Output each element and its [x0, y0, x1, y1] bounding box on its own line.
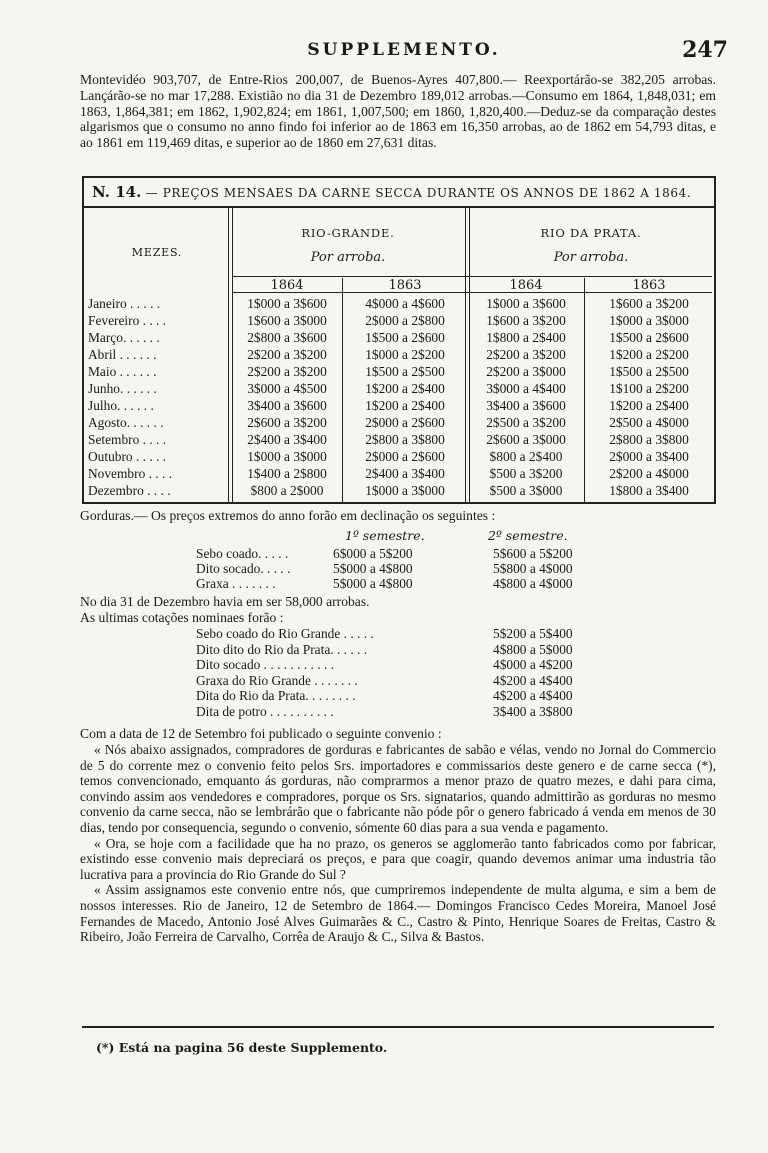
semester-2-price: 5$800 a 4$000	[493, 561, 573, 576]
month-label: Novembro . . . .	[88, 466, 173, 481]
year-header: 1864	[509, 278, 543, 293]
price-cell: 2$200 a 3$000	[486, 364, 566, 379]
price-cell: 2$400 a 3$400	[247, 432, 327, 447]
price-cell: 2$800 a 3$800	[365, 432, 445, 447]
month-label: Maio . . . . . .	[88, 364, 157, 379]
price-cell: 1$000 a 3$000	[609, 313, 689, 328]
price-cell: 2$800 a 3$800	[609, 432, 689, 447]
group-rio-grande-unit: Por arroba.	[310, 250, 386, 265]
price-cell: $800 a 2$000	[250, 483, 324, 498]
price-cell: 2$600 a 3$200	[247, 415, 327, 430]
price-cell: 2$200 a 4$000	[609, 466, 689, 481]
month-label: Janeiro . . . . .	[88, 296, 161, 311]
price-cell: 1$600 a 3$000	[247, 313, 327, 328]
semester-1-price: 5$000 a 4$800	[333, 576, 413, 591]
quote-price: 4$000 a 4$200	[493, 657, 573, 673]
price-cell: 2$000 a 2$800	[365, 313, 445, 328]
price-cell: 1$000 a 2$200	[365, 347, 445, 362]
semester-2-header: 2º semestre.	[488, 528, 568, 543]
year-header: 1863	[388, 278, 422, 293]
price-cell: 1$800 a 3$400	[609, 483, 689, 498]
price-cell: 4$000 a 4$600	[365, 296, 445, 311]
price-cell: 1$200 a 2$400	[609, 398, 689, 413]
table-title	[84, 178, 714, 208]
quote-price: 4$800 a 5$000	[493, 641, 573, 657]
convenio-intro: Com a data de 12 de Setembro foi publicado o seguinte convenio :	[80, 726, 442, 741]
price-cell: 1$000 a 3$000	[365, 483, 445, 498]
semester-1-header: 1º semestre.	[345, 528, 425, 543]
price-cell: 1$200 a 2$400	[365, 398, 445, 413]
quotes-heading: As ultimas cotações nominaes forão :	[80, 610, 284, 625]
quote-price: 3$400 a 3$800	[493, 704, 573, 719]
price-cell: 3$000 a 4$400	[486, 381, 566, 396]
table-number: N. 14.	[92, 183, 142, 201]
convenio-text	[80, 742, 716, 945]
price-cell: $500 a 3$200	[489, 466, 563, 481]
price-cell: 1$400 a 2$800	[247, 466, 327, 481]
year-header: 1863	[632, 278, 666, 293]
month-label: Dezembro . . . .	[88, 483, 171, 498]
price-cell: 1$100 a 2$200	[609, 381, 689, 396]
prices-table	[82, 176, 716, 504]
price-cell: 1$800 a 2$400	[486, 330, 566, 345]
convenio-paragraph: « Ora, se hoje com a facilidade que ha no prazo, os generos se agglomerão tanto fabricados como por fabricar, existindo esse convenio mais depreciará os preços, e para que coagir, quando devemos animar uma industria tão lucrativa para a provincia do Rio Grande do Sul ?	[80, 835, 716, 882]
convenio-paragraph: « Nós abaixo assignados, compradores de gorduras e fabricantes de sabão e vélas, vendo no Jornal do Commercio de 5 do corrente mez o convenio feito pelos Srs. importadores e commissarios deste genero e de carne secca (*), temos convencionado, emquanto ás gorduras, não comprarmos a menor prazo de quatro mezes, e dahi para cima, convindo assim aos vendedores e compradores, porque os Srs. signatarios, quando admittirão as gorduras no mesmo convenio da carne secca, não se lembrárão que o fabricante não póde pôr o genero fabricado á venda em menos de 30 dias, tendo por consequencia, segundo o convenio, sómente 60 dias para a sua venda e pagamento.	[80, 742, 716, 835]
price-cell: 2$000 a 3$400	[609, 449, 689, 464]
footnote: (*) Está na pagina 56 deste Supplemento.	[96, 1040, 388, 1055]
price-cell: $800 a 2$400	[489, 449, 563, 464]
month-label: Abril . . . . . .	[88, 347, 157, 362]
gordura-label: Graxa . . . . . . .	[196, 576, 276, 591]
price-cell: 1$500 a 2$600	[365, 330, 445, 345]
footnote-rule	[82, 1026, 714, 1028]
convenio-paragraph: « Assim assignamos este convenio entre nós, que cumpriremos independente de multa alguma, e sim a bem de nossos interesses. Rio de Janeiro, 12 de Setembro de 1864.— Domingos Francisco Cedes Moreira, Manoel José Fernandes de Macedo, Antonio José Alves Guimarães & C., Castro & Pinto, Henrique Soares de Freitas, Castro & Ribeiro, João Ferreira de Carvalho, Corrêa de Araujo & C., Silva & Bastos.	[80, 882, 716, 945]
quote-label: Dito socado . . . . . . . . . . .	[196, 657, 334, 673]
page-number: 247	[682, 37, 728, 63]
price-cell: 2$600 a 3$000	[486, 432, 566, 447]
year-header: 1864	[270, 278, 304, 293]
gordura-label: Dito socado. . . . .	[196, 561, 291, 576]
price-cell: 2$200 a 3$200	[486, 347, 566, 362]
price-cell: $500 a 3$000	[489, 483, 563, 498]
price-cell: 1$200 a 2$400	[365, 381, 445, 396]
group-rio-grande: RIO-GRANDE.	[301, 226, 395, 240]
price-cell: 1$000 a 3$000	[247, 449, 327, 464]
month-label: Março. . . . . .	[88, 330, 160, 345]
semester-1-price: 5$000 a 4$800	[333, 561, 413, 576]
price-cell: 2$200 a 3$200	[247, 347, 327, 362]
price-cell: 2$400 a 3$400	[365, 466, 445, 481]
month-label: Setembro . . . .	[88, 432, 167, 447]
stock-line: No dia 31 de Dezembro havia em ser 58,000 arrobas.	[80, 594, 370, 609]
price-cell: 3$400 a 3$600	[486, 398, 566, 413]
group-rio-da-prata-unit: Por arroba.	[553, 250, 629, 265]
semester-2-price: 5$600 a 5$200	[493, 546, 573, 561]
price-cell: 1$600 a 3$200	[486, 313, 566, 328]
month-label: Junho. . . . . .	[88, 381, 157, 396]
quote-price: 4$200 a 4$400	[493, 672, 573, 688]
quote-price: 5$200 a 5$400	[493, 626, 573, 641]
table-divider	[342, 278, 343, 502]
table-title-text: — PREÇOS MENSAES DA CARNE SECCA DURANTE OS ANNOS DE 1862 A 1864.	[145, 186, 692, 200]
gordura-label: Sebo coado. . . . .	[196, 546, 289, 561]
quote-label: Dito dito do Rio da Prata. . . . . .	[196, 641, 368, 657]
price-cell: 1$500 a 2$500	[365, 364, 445, 379]
quote-price: 4$200 a 4$400	[493, 688, 573, 704]
month-label: Fevereiro . . . .	[88, 313, 167, 328]
price-cell: 2$000 a 2$600	[365, 415, 445, 430]
price-cell: 1$000 a 3$600	[247, 296, 327, 311]
semester-1-price: 6$000 a 5$200	[333, 546, 413, 561]
page-header	[80, 37, 728, 70]
price-cell: 1$600 a 3$200	[609, 296, 689, 311]
month-label: Outubro . . . . .	[88, 449, 167, 464]
table-divider	[584, 278, 585, 502]
months-header: MEZES.	[131, 246, 183, 259]
price-cell: 3$000 a 4$500	[247, 381, 327, 396]
price-cell: 2$200 a 3$200	[247, 364, 327, 379]
table-divider	[232, 276, 712, 277]
price-cell: 1$000 a 3$600	[486, 296, 566, 311]
price-cell: 2$000 a 2$600	[365, 449, 445, 464]
price-cell: 1$500 a 2$500	[609, 364, 689, 379]
quote-label: Graxa do Rio Grande . . . . . . .	[196, 672, 358, 688]
group-rio-da-prata: RIO DA PRATA.	[540, 226, 642, 240]
price-cell: 1$200 a 2$200	[609, 347, 689, 362]
quote-label: Dita de potro . . . . . . . . . .	[196, 704, 334, 719]
price-cell: 2$500 a 3$200	[486, 415, 566, 430]
semester-2-price: 4$800 a 4$000	[493, 576, 573, 591]
quote-label: Dita do Rio da Prata. . . . . . . .	[196, 688, 356, 704]
intro-paragraph: Montevidéo 903,707, de Entre-Rios 200,007, de Buenos-Ayres 407,800.— Reexportárão-se 382,205 arrobas. Lançárão-se no mar 17,288. Existião no dia 31 de Dezembro 189,012 arrobas.—Consumo em 1864, 1,848,031; em 1863, 1,864,381; em 1862, 1,902,824; em 1861, 1,007,500; em 1860, 1,820,400.—Deduz-se da comparação destes algarismos que o consumo no anno findo foi inferior ao de 1863 em 16,350 arrobas, ao de 1862 em 54,793 ditas, e ao 1861 em 119,469 ditas, e superior ao de 1860 em 27,631 ditas.	[80, 72, 716, 151]
quote-label: Sebo coado do Rio Grande . . . . .	[196, 626, 374, 641]
price-cell: 1$500 a 2$600	[609, 330, 689, 345]
gorduras-heading: Gorduras.— Os preços extremos do anno forão em declinação os seguintes :	[80, 508, 496, 523]
supplement-title: SUPPLEMENTO.	[307, 40, 501, 60]
month-label: Julho. . . . . .	[88, 398, 154, 413]
price-cell: 2$800 a 3$600	[247, 330, 327, 345]
price-cell: 2$500 a 4$000	[609, 415, 689, 430]
month-label: Agosto. . . . . .	[88, 415, 164, 430]
price-cell: 3$400 a 3$600	[247, 398, 327, 413]
